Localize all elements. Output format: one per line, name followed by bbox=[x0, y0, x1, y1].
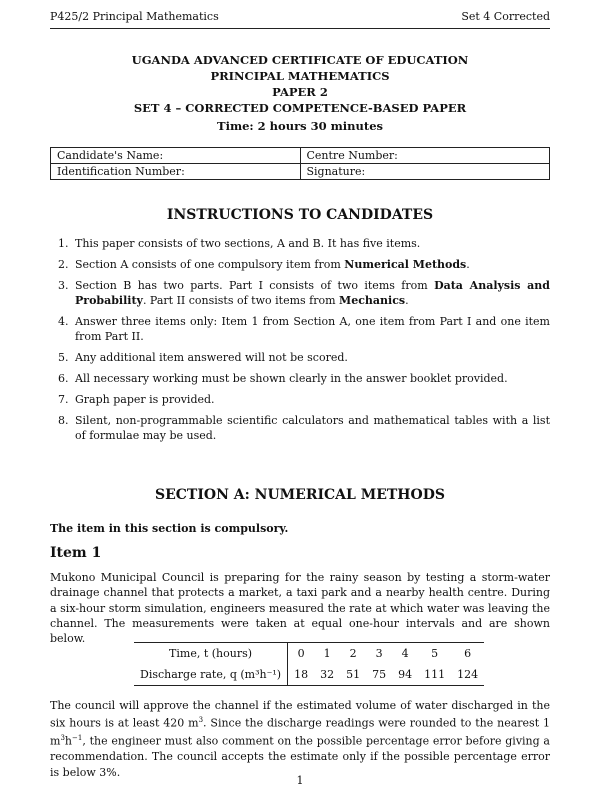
instruction-item: 8. Silent, non-programmable scientific calculators and mathematical tables with a list of formulae may be used. bbox=[58, 414, 550, 442]
section-a-heading: SECTION A: NUMERICAL METHODS bbox=[154, 487, 445, 503]
signature-field[interactable]: Signature: bbox=[300, 164, 550, 180]
time-cell: 1 bbox=[314, 643, 340, 665]
candidate-name-field[interactable]: Candidate's Name: bbox=[51, 148, 301, 164]
instruction-item: 6. All necessary working must be shown clearly in the answer booklet provided. bbox=[58, 372, 508, 385]
instruction-item: 7. Graph paper is provided. bbox=[58, 393, 215, 406]
time-row-label: Time, t (hours) bbox=[134, 643, 288, 665]
subject-title: PRINCIPAL MATHEMATICS bbox=[210, 69, 390, 83]
discharge-data-table bbox=[134, 642, 484, 686]
discharge-cell: 111 bbox=[418, 664, 451, 686]
instructions-list bbox=[50, 236, 550, 449]
item-1-title: Item 1 bbox=[50, 545, 102, 561]
page-number: 1 bbox=[296, 774, 304, 787]
instruction-item: 1. This paper consists of two sections, A and B. It has five items. bbox=[58, 237, 421, 250]
section-a-note: The item in this section is compulsory. bbox=[50, 522, 289, 535]
discharge-cell: 75 bbox=[366, 664, 392, 686]
paper-number: PAPER 2 bbox=[272, 85, 328, 99]
discharge-cell: 32 bbox=[314, 664, 340, 686]
instruction-item: 5. Any additional item answered will not be scored. bbox=[58, 351, 348, 364]
time-cell: 2 bbox=[340, 643, 366, 665]
time-cell: 0 bbox=[288, 643, 315, 665]
running-header-left: P425/2 Principal Mathematics bbox=[50, 10, 219, 23]
instruction-item: 4. Answer three items only: Item 1 from Section A, one item from Part I and one item from Part II. bbox=[58, 315, 550, 343]
centre-number-field[interactable]: Centre Number: bbox=[300, 148, 550, 164]
running-header-right: Set 4 Corrected bbox=[461, 10, 550, 23]
item-1-approval-paragraph: The council will approve the channel if the estimated volume of water discharged in the six hours is at least 420 $m^3$. Since the discharge readings were rounded to the nearest 1 $m^3h^{-1}$, the engineer must also comment on the possible percentage error before giving a recommendation. The council accepts the estimate only if the possible percentage error is below 3%. bbox=[50, 699, 550, 779]
item-1-intro-paragraph: Mukono Municipal Council is preparing for the rainy season by testing a storm-water drainage channel that protects a market, a taxi park and a nearby health centre. During a six-hour storm simulation, engineers measured the rate at which water was leaving the channel. The measurements were taken at equal one-hour intervals and are shown below. bbox=[50, 571, 550, 646]
time-cell: 3 bbox=[366, 643, 392, 665]
candidate-details-table bbox=[50, 147, 550, 180]
time-cell: 6 bbox=[451, 643, 484, 665]
discharge-cell: 51 bbox=[340, 664, 366, 686]
header-rule bbox=[50, 28, 550, 29]
instruction-item: 3. Section B has two parts. Part I consists of two items from Data Analysis and Probability. Part II consists of two items from Mechanics. bbox=[58, 279, 550, 307]
time-cell: 5 bbox=[418, 643, 451, 665]
paper-set-title: SET 4 – CORRECTED COMPETENCE-BASED PAPER bbox=[133, 101, 467, 115]
instruction-item: 2. Section A consists of one compulsory item from Numerical Methods. bbox=[58, 258, 470, 271]
exam-board-title: UGANDA ADVANCED CERTIFICATE OF EDUCATION bbox=[131, 53, 469, 67]
discharge-cell: 124 bbox=[451, 664, 484, 686]
identification-number-field[interactable]: Identification Number: bbox=[51, 164, 301, 180]
discharge-cell: 94 bbox=[392, 664, 418, 686]
discharge-cell: 18 bbox=[288, 664, 315, 686]
discharge-row-label: Discharge rate, q (m³h⁻¹) bbox=[134, 664, 288, 686]
time-allowed: Time: 2 hours 30 minutes bbox=[217, 119, 383, 133]
instructions-heading: INSTRUCTIONS TO CANDIDATES bbox=[166, 207, 434, 223]
time-cell: 4 bbox=[392, 643, 418, 665]
